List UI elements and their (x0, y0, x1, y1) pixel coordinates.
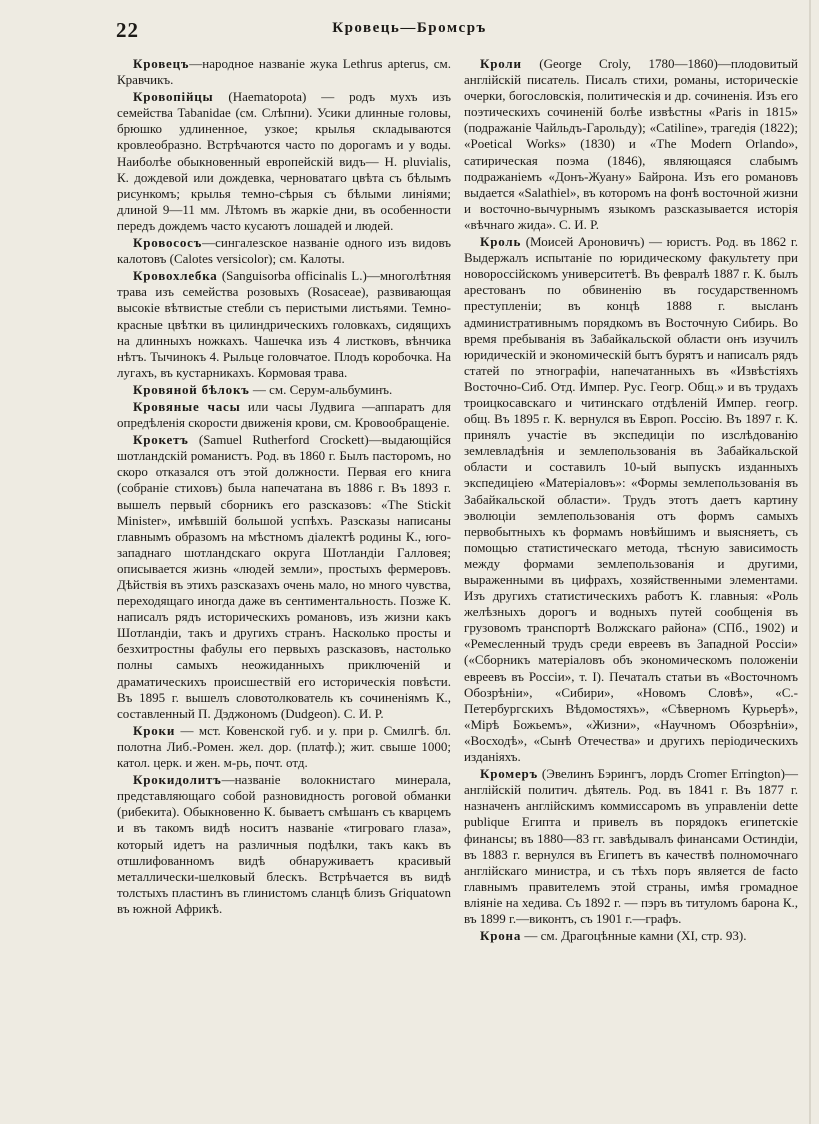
entry-text: — см. Драгоцѣнные камни (XI, стр. 93). (521, 928, 747, 944)
entry-headword: Крокетъ (133, 432, 189, 448)
entry-krovosos (117, 235, 451, 267)
entry-text: — см. Серум-альбуминъ. (249, 381, 393, 397)
entry-text: —народное названіе жука Lethrus apterus, см. Кравчикъ. (117, 56, 451, 88)
page-edge-shadow (809, 0, 811, 1124)
entry-headword: Кровяные часы (133, 398, 241, 414)
entry-krona (464, 928, 798, 944)
entry-kroket (117, 432, 451, 722)
entry-text: или часы Лудвига —аппаратъ для опредѣленія скорости движенія крови, см. Кровообращеніе. (117, 398, 452, 431)
entry-kroki (117, 723, 451, 771)
entry-krokidolit (117, 772, 451, 917)
entry-text: (Моисей Ароновичъ) — юристъ. Род. въ 1862 г. Выдержалъ испытаніе по юридическому факультету при новороссійскомъ университетѣ. Въ февралѣ 1887 г. К. былъ арестованъ по обвиненію въ государственномъ преступленіи; въ концѣ 1888 г. высланъ административнымъ порядкомъ въ Восточную Сибирь. Во время пребыванія въ Забайкальской области онъ изучилъ юридическій и экономическій бытъ бурятъ и написалъ рядъ статей по этнографіи, напечатанныхъ въ «Извѣстіяхъ Восточно-Сиб. Отд. Импер. Рус. Геогр. Общ.» и въ трудахъ троицкосавскаго и читинскаго отдѣленій Импер. геогр. общ. Въ 1895 г. К. вернулся въ Европ. Россію. Въ 1897 г. К. принялъ участіе въ экспедиціи по изслѣдованію землевладѣнія и землепользованія въ Забайкальской области и составилъ 10-ый выпускъ изданныхъ экспедиціею «Матеріаловъ»: «Формы землепользованія въ Забайкальской области». Трудъ этотъ даетъ картину эволюціи землепользованія отъ формъ самыхъ первобытныхъ къ формамъ новѣйшимъ и выясняетъ, съ помощью статистическаго метода, тѣсную зависимость между формами землепользованія и другими, выраженными въ цифрахъ, хозяйственными элементами. Изъ другихъ статистическихъ работъ К. главныя: «Роль желѣзныхъ дорогъ и водныхъ путей сообщенія въ грузовомъ транспортѣ Волжскаго района» (СПб., 1902) и «Ремесленный трудъ среди евреевъ въ Западной Россіи» («Сборникъ матеріаловъ объ экономическомъ положеніи евреевъ въ Россіи», т. I). Печаталъ статьи въ «Восточномъ Обозрѣніи», «Сибири», «Новомъ Словѣ», «С.-Петербургскихъ Вѣдомостяхъ», «Сѣверномъ Курьерѣ», «Мірѣ Божьемъ», «Жизни», «Научномъ Обозрѣніи», «Восходѣ», «Сынѣ Отечества» и другихъ періодическихъ изданіяхъ. (464, 234, 798, 765)
entry-headword: Кровяной бѣлокъ (133, 381, 250, 397)
entry-krovokhlebka (117, 268, 451, 381)
entry-text: —названіе волокнистаго минерала, представляющаго собой разновидность роговой обманки (рибекита). Обыкновенно К. бываетъ смѣшанъ съ кварцемъ и въ такомъ видѣ носитъ названіе «тигроваго глаза», который идетъ на различныя подѣлки, такъ какъ въ отшлифованномъ видѣ обнаруживаетъ красивый металлически-шелковый блескъ. Встрѣчается въ видѣ толстыхъ пластинъ въ глинистомъ сланцѣ близъ Griquatown въ южной Африкѣ. (117, 772, 451, 916)
left-column (117, 56, 451, 918)
entry-headword: Кровохлебка (133, 268, 218, 284)
entry-krovyanye-chasy (117, 399, 451, 431)
entry-headword: Кровопійцы (133, 89, 214, 105)
entry-krovets (117, 56, 451, 88)
entry-headword: Кроли (480, 56, 522, 71)
entry-krovyanoy-belok (117, 382, 451, 398)
entry-text: — мст. Ковенской губ. и у. при р. Смилгѣ. бл. полотна Либ.-Ромен. жел. дор. (платф.); жит. свыше 1000; катол. церк. и жен. м-рь, почт. отд. (117, 722, 451, 771)
running-title: Кровець—Бромсръ (332, 20, 487, 36)
entry-headword: Кроль (480, 234, 522, 250)
entry-headword: Кровецъ (133, 56, 190, 71)
entry-text: (Samuel Rutherford Crockett)—выдающійся шотландскій романистъ. Род. въ 1860 г. Былъ пасторомъ, но скоро отказался отъ этой должности. Первая его книга (собраніе стиховъ) была напечатана въ 1886 г. Въ 1893 г. вышелъ первый сборникъ его разсказовъ: «The Stickit Minister», имѣвшій большой успѣхъ. Разсказы написаны главнымъ образомъ на мѣстномъ діалектѣ родины К., юго-западнаго шотландскаго округа Шотландіи Галловея; описывается жизнь «людей земли», простыхъ фермеровъ. Дѣйствія въ этихъ разсказахъ очень мало, но много чувства, переходящаго иногда даже въ сентиментальность. Позже К. написалъ рядъ историческихъ романовъ, изъ жизни какъ Шотландіи, такъ и другихъ странъ. Насколько просты и безхитростны фабулы его первыхъ разсказовъ, настолько полны самыхъ неожиданныхъ приключеній и драматическихъ происшествій его историческія повѣсти. Въ 1895 г. вышелъ словотолкователь къ сочиненіямъ К., составленный П. Дэджономъ (Dudgeon). С. И. Р. (117, 432, 451, 721)
entry-headword: Крона (480, 928, 522, 944)
entry-headword: Крокидолитъ (133, 772, 222, 788)
entry-kromer (464, 766, 798, 927)
entry-kroli (464, 56, 798, 233)
entry-text: —сингалезское названіе одного изъ видовъ калотовъ (Calotes versicolor); см. Калоты. (117, 235, 451, 267)
entry-krol (464, 234, 798, 765)
entry-krovopiytsy (117, 89, 451, 234)
right-column (464, 56, 798, 945)
entry-headword: Кроки (133, 722, 176, 738)
page-number: 22 (116, 18, 139, 42)
entry-text: (George Croly, 1780—1860)—плодовитый англійскій писатель. Писалъ стихи, романы, историческіе очерки, богословскія, политическія и др. сочиненія. Изъ его поэтическихъ сочиненій болѣе извѣстны «Paris in 1815» (подражаніе Чайльдъ-Гарольду); «Catiline», трагедія (1822); «Poetical Works» (1830) и «The Modern Orlando», сатирическая поэма (1846), являющаяся слабымъ подражаніемъ «Донъ-Жуану» Байрона. Изъ его романовъ выдается «Salathiel», въ которомъ на фонѣ восточной жизни и восточно-вычурнымъ языкомъ разсказывается исторія «вѣчнаго жида». С. И. Р. (464, 56, 798, 232)
entry-text: (Sanguisorba officinalis L.)—многолѣтняя трава изъ семейства розовыхъ (Rosaceae), развивающая высокіе вѣтвистые стебли съ перистыми листьями. Темно-красные цвѣтки въ цилиндрическихъ головкахъ, сидящихъ на длинныхъ ножкахъ. Чашечка изъ 4 листковъ, вѣнчика нѣтъ. Тычинокъ 4. Рыльце головчатое. Плодъ коробочка. На лугахъ, въ кустарникахъ. Кормовая трава. (117, 268, 451, 380)
entry-text: (Эвелинъ Бэрингъ, лордъ Cromer Errington)—англійскій политич. дѣятель. Род. въ 1841 г. Въ 1877 г. назначенъ англійскимъ коммиссаромъ въ управленіи dette publique Египта и привелъ въ порядокъ египетскіе финансы; въ 1880—83 гг. завѣдывалъ финансами Остиндіи, въ 1883 г. вернулся въ Египетъ въ качествѣ полномочнаго англійскаго министра, и съ тѣхъ поръ является de facto главнымъ правителемъ этой страны, имѣя громадное вліяніе на хедива. Съ 1892 г. — пэръ въ титуломъ барона К., въ 1899 г.—виконтъ, съ 1901 г.—графъ. (464, 766, 798, 926)
entry-headword: Кромеръ (480, 766, 538, 782)
entry-headword: Кровососъ (133, 235, 203, 251)
entry-text: (Haematopota) — родъ мухъ изъ семейства Tabanidae (см. Слѣпни). Усики длинные головы, брюшко удлиненное, узкое; крылья складываются кровлеобразно. Встрѣчаются часто по дорогамъ и у воды. Наиболѣе обыкновенный европейскій видъ— H. pluvialis, К. дождевой или дождевка, черноватаго цвѣта съ бѣлымъ рисункомъ; крылья темно-сѣрыя съ бѣлыми линіями; длиной 9—11 мм. Лѣтомъ въ жаркіе дни, въ особенности передъ дождемъ часто кусаютъ лошадей и людей. (117, 89, 451, 233)
